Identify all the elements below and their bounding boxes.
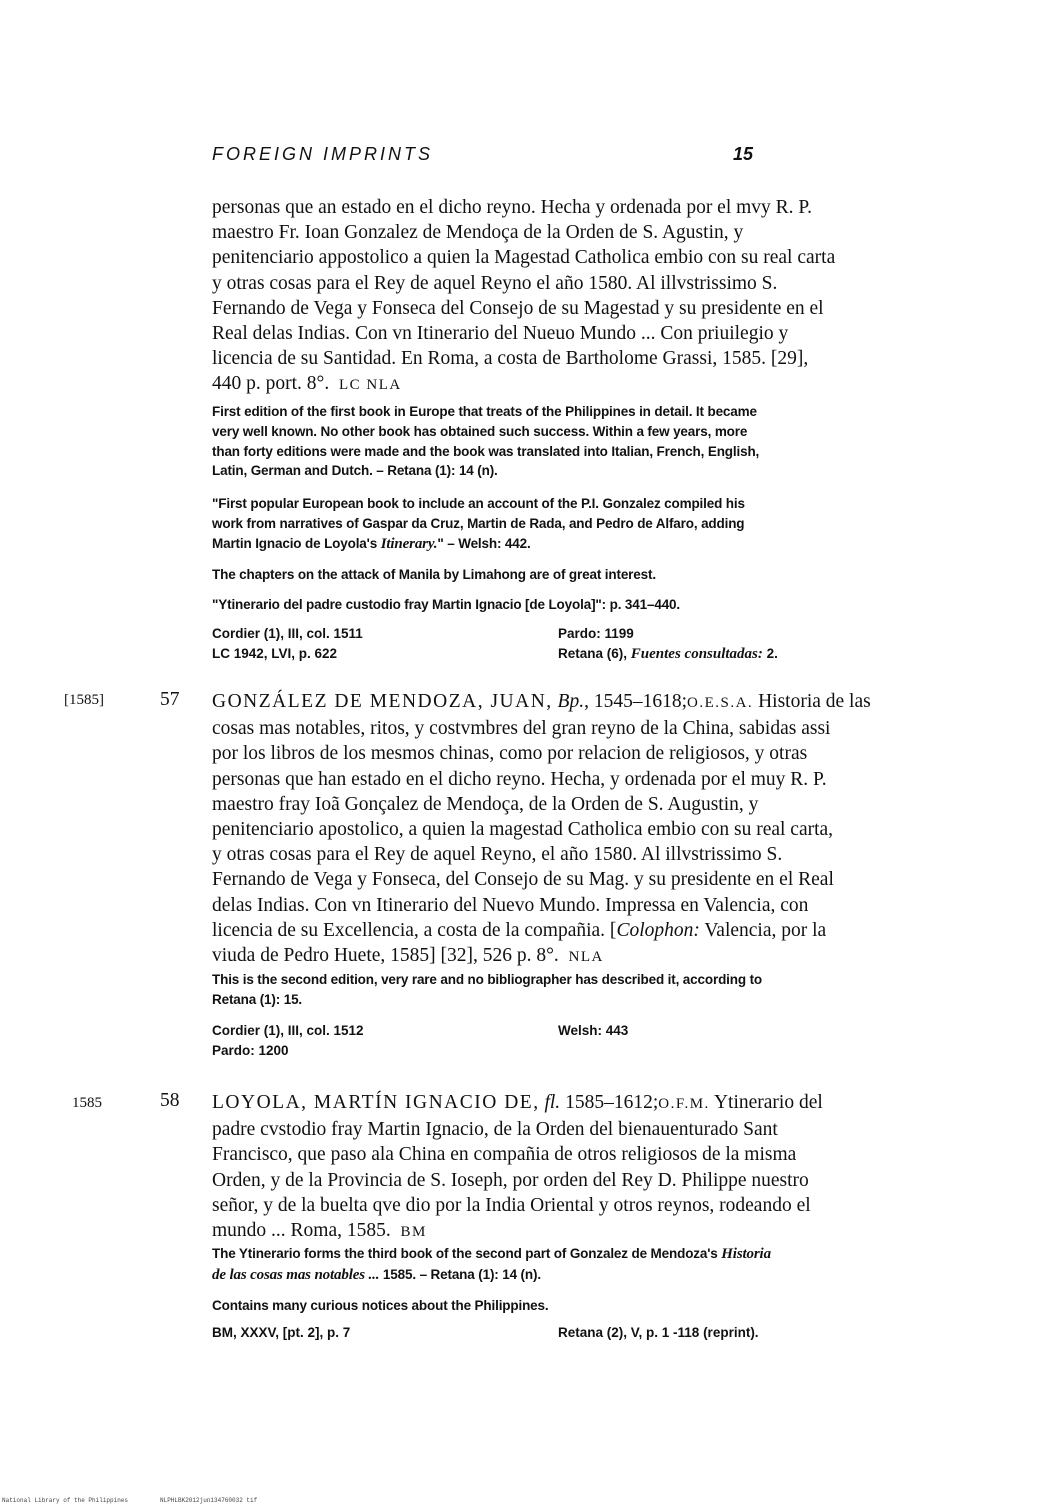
- note-limahong: The chapters on the attack of Manila by Limahong are of great interest.: [212, 567, 656, 582]
- reference: [558, 644, 778, 665]
- title-text: Valencia, por la: [699, 919, 827, 941]
- reference-retana: Retana (2), V, p. 1 -118 (reprint).: [558, 1325, 759, 1340]
- text-line: [212, 943, 872, 970]
- page-number: 15: [733, 144, 754, 164]
- text-line: maestro fray Ioã Gonçalez de Mendoça, de la Orden de S. Augustin, y: [212, 793, 759, 815]
- entry-heading: [212, 1090, 872, 1117]
- text-line: Fernando de Vega y Fonseca del Consejo de su Magestad y su presidente en el: [212, 297, 824, 319]
- text-line: Francisco, que paso ala China en compañia de otros religiosos de la misma: [212, 1144, 797, 1166]
- note-text: 1585. – Retana (1): 14 (n).: [379, 1266, 541, 1282]
- collation: viuda de Pedro Huete, 1585] [32], 526 p. 8°.: [212, 945, 559, 967]
- reference: Cordier (1), III, col. 1512: [212, 1023, 364, 1038]
- text-line: Fernando de Vega y Fonseca, del Consejo de su Mag. y su presidente en el Real: [212, 869, 834, 891]
- note-curious-notices: Contains many curious notices about the Philippines.: [212, 1298, 549, 1313]
- text-line: personas que han estado en el dicho reyno. Hecha, y ordenada por el muy R. P.: [212, 768, 827, 790]
- note-title-italic: de las cosas mas notables ...: [212, 1266, 380, 1283]
- note-text: Martin Ignacio de Loyola's: [212, 535, 381, 551]
- reference-text: 2.: [762, 645, 778, 661]
- text-line: cosas mas notables, ritos, y costvmbres del gran reyno de la China, sabidas assi: [212, 718, 831, 740]
- reference: Pardo: 1200: [212, 1042, 289, 1058]
- author-role: Bp.: [557, 691, 585, 712]
- footer-file-id: NLPHLBK2012jun134760032 tif: [160, 1497, 258, 1504]
- note-line: [212, 534, 862, 555]
- note-text: " – Welsh: 442.: [437, 535, 531, 551]
- collation: 440 p. port. 8°.: [212, 373, 330, 395]
- reference-text: Retana (6),: [558, 645, 631, 661]
- text-line: licencia de su Santidad. En Roma, a costa de Bartholome Grassi, 1585. [29],: [212, 348, 809, 370]
- author-role: fl.: [544, 1092, 561, 1113]
- note-ytinerario: "Ytinerario del padre custodio fray Martin Ignacio [de Loyola]": p. 341–440.: [212, 597, 681, 612]
- author-order: O.E.S.A.: [687, 695, 754, 711]
- author-order: O.F.M.: [658, 1096, 710, 1112]
- text-line: penitenciario appostolico a quien la Magestad Catholica embio con su real carta: [212, 247, 836, 269]
- note-line: This is the second edition, very rare and no bibliographer has described it, according to: [212, 972, 763, 987]
- entry-58-body: [212, 1090, 872, 1245]
- references-left: [212, 624, 363, 664]
- text-line: Orden, y de la Provincia de S. Ioseph, por orden del Rey D. Philippe nuestro: [212, 1169, 809, 1191]
- text-line: Real delas Indias. Con vn Itinerario del Nueuo Mundo ... Con priuilegio y: [212, 323, 789, 345]
- entry-heading: [212, 689, 872, 716]
- reference: Pardo: 1199: [558, 626, 634, 641]
- text-line: [212, 1218, 872, 1245]
- title-text: licencia de su Excellencia, a costa de la compañia. [: [212, 919, 617, 941]
- note-title-italic: Historia: [721, 1246, 771, 1262]
- note-line: "First popular European book to include an account of the P.I. Gonzalez compiled his: [212, 496, 745, 511]
- references-right: Welsh: 443: [558, 1023, 629, 1038]
- holding-locations: NLA: [568, 949, 604, 966]
- entry-58-number: 58: [160, 1090, 180, 1111]
- text-line: padre cvstodio fray Martin Ignacio, de la Orden del bienauenturado Sant: [212, 1119, 778, 1141]
- title-text: mundo ... Roma, 1585.: [212, 1220, 391, 1242]
- text-line: por los libros de los mesmos chinas, como por relacion de religiosos, y otras: [212, 743, 808, 765]
- entry-57-number: 57: [160, 689, 180, 710]
- colophon-label: Colophon:: [616, 919, 700, 941]
- entry-57-year: [1585]: [64, 692, 104, 708]
- text-line: personas que an estado en el dicho reyno. Hecha y ordenada por el mvy R. P.: [212, 197, 812, 218]
- note-line: work from narratives of Gaspar da Cruz, Martin de Rada, and Pedro de Alfaro, adding: [212, 515, 745, 531]
- note-title-italic: Itinerary.: [380, 535, 438, 552]
- note-third-book: [212, 1244, 862, 1286]
- note-welsh: [212, 494, 862, 554]
- author-name: LOYOLA, MARTÍN IGNACIO DE,: [212, 1092, 540, 1113]
- note-line: Retana (1): 15.: [212, 991, 303, 1007]
- title-text: Ytinerario del: [709, 1092, 823, 1113]
- text-line: delas Indias. Con vn Itinerario del Nuevo Mundo. Impressa en Valencia, con: [212, 894, 809, 916]
- text-line: maestro Fr. Ioan Gonzalez de Mendoça de la Orden de S. Agustin, y: [212, 222, 744, 244]
- note-line: Latin, German and Dutch. – Retana (1): 14 (n).: [212, 463, 498, 479]
- text-line: [212, 371, 872, 398]
- reference: Cordier (1), III, col. 1511: [212, 626, 363, 641]
- holding-locations: BM: [400, 1224, 427, 1241]
- note-line: [212, 1265, 862, 1286]
- note-line: very well known. No other book has obtained such success. Within a few years, more: [212, 423, 748, 439]
- author-name: GONZÁLEZ DE MENDOZA, JUAN,: [212, 691, 553, 712]
- footer-library: National Library of the Philippines: [2, 1497, 129, 1504]
- note-line: First edition of the first book in Europe that treats of the Philippines in detail. It became: [212, 404, 757, 419]
- title-text: Historia de las: [753, 691, 871, 712]
- references-left: [212, 1021, 364, 1061]
- note-second-edition: [212, 970, 862, 1010]
- running-header: FOREIGN IMPRINTS: [212, 144, 434, 164]
- reference-title-italic: Fuentes consultadas:: [630, 645, 763, 662]
- note-first-edition: [212, 402, 862, 481]
- text-line: y otras cosas para el Rey de aquel Reyno el año 1580. Al illvstrissimo S.: [212, 272, 778, 294]
- note-line: [212, 1244, 862, 1265]
- entry-56-continuation: [212, 195, 872, 399]
- note-line: than forty editions were made and the book was translated into Italian, French, English,: [212, 443, 760, 459]
- text-line: [212, 918, 872, 943]
- author-dates: , 1545–1618;: [584, 691, 688, 712]
- references-right: [558, 624, 778, 665]
- reference-bm: BM, XXXV, [pt. 2], p. 7: [212, 1325, 351, 1340]
- author-dates: 1585–1612;: [560, 1092, 659, 1113]
- holding-locations: LC NLA: [338, 377, 402, 394]
- reference: LC 1942, LVI, p. 622: [212, 645, 338, 661]
- text-line: señor, y de la buelta qve dio por la India Oriental y otros reynos, rodeando el: [212, 1194, 811, 1216]
- note-text: The Ytinerario forms the third book of the second part of Gonzalez de Mendoza's: [212, 1246, 722, 1261]
- text-line: penitenciario apostolico, a quien la magestad Catholica embio con su real carta,: [212, 819, 834, 841]
- text-line: y otras cosas para el Rey de aquel Reyno, el año 1580. Al illvstrissimo S.: [212, 844, 783, 866]
- entry-58-year: 1585: [72, 1095, 102, 1111]
- entry-57-body: [212, 689, 872, 970]
